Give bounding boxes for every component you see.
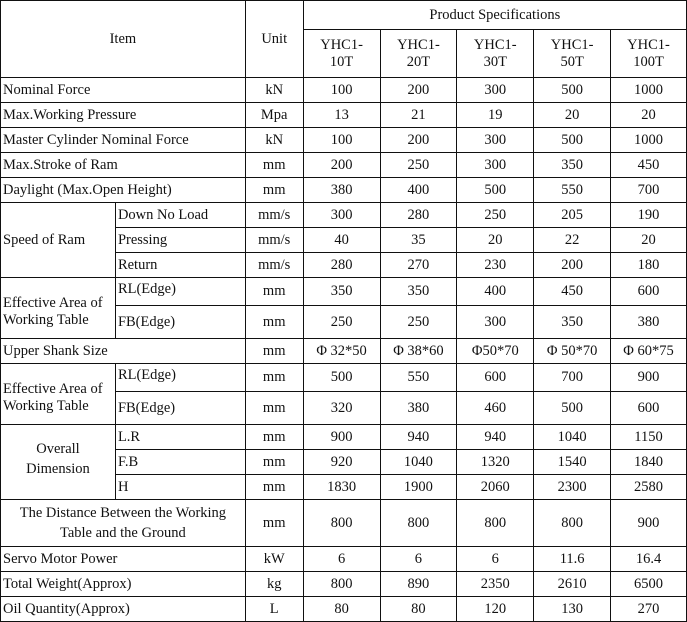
table-cell: 250 xyxy=(303,306,380,339)
sub-label: H xyxy=(115,475,245,500)
table-row xyxy=(1,153,687,178)
table-cell: 2580 xyxy=(611,475,687,500)
table-cell: 1830 xyxy=(303,475,380,500)
table-cell: 300 xyxy=(457,128,534,153)
table-cell: 500 xyxy=(457,178,534,203)
row-unit: mm/s xyxy=(245,228,303,253)
table-cell: 19 xyxy=(457,103,534,128)
table-cell: 20 xyxy=(611,103,687,128)
table-cell: 180 xyxy=(611,253,687,278)
table-cell: 130 xyxy=(534,597,611,622)
row-label: Oil Quantity(Approx) xyxy=(1,597,246,622)
table-cell: 500 xyxy=(303,364,380,392)
table-cell: 16.4 xyxy=(611,547,687,572)
table-cell: 20 xyxy=(534,103,611,128)
sub-label: RL(Edge) xyxy=(115,278,245,306)
table-cell: Φ 50*70 xyxy=(534,339,611,364)
table-cell: 900 xyxy=(611,500,687,547)
table-cell: 320 xyxy=(303,392,380,425)
row-unit: mm xyxy=(245,475,303,500)
table-cell: 1900 xyxy=(380,475,457,500)
row-unit: mm xyxy=(245,339,303,364)
table-cell: 200 xyxy=(534,253,611,278)
table-cell: 11.6 xyxy=(534,547,611,572)
row-label: Daylight (Max.Open Height) xyxy=(1,178,246,203)
table-cell: 100 xyxy=(303,78,380,103)
model-header: YHC1- 10T xyxy=(303,30,380,78)
table-cell: 22 xyxy=(534,228,611,253)
table-cell: 460 xyxy=(457,392,534,425)
table-cell: 190 xyxy=(611,203,687,228)
sub-label: Pressing xyxy=(115,228,245,253)
row-unit: mm xyxy=(245,364,303,392)
table-cell: 270 xyxy=(380,253,457,278)
table-cell: 200 xyxy=(380,128,457,153)
table-cell: 6 xyxy=(303,547,380,572)
table-cell: 2300 xyxy=(534,475,611,500)
table-cell: 35 xyxy=(380,228,457,253)
table-cell: 800 xyxy=(457,500,534,547)
table-cell: 80 xyxy=(303,597,380,622)
model-header: YHC1- 100T xyxy=(611,30,687,78)
table-cell: 6500 xyxy=(611,572,687,597)
table-cell: 40 xyxy=(303,228,380,253)
table-cell: 20 xyxy=(457,228,534,253)
table-cell: 250 xyxy=(380,153,457,178)
table-cell: 80 xyxy=(380,597,457,622)
table-cell: 450 xyxy=(534,278,611,306)
table-cell: Φ 38*60 xyxy=(380,339,457,364)
table-cell: 800 xyxy=(303,572,380,597)
table-cell: 550 xyxy=(380,364,457,392)
table-cell: 350 xyxy=(303,278,380,306)
table-cell: 380 xyxy=(303,178,380,203)
table-cell: 2060 xyxy=(457,475,534,500)
table-cell: 890 xyxy=(380,572,457,597)
table-cell: 300 xyxy=(457,306,534,339)
table-cell: 100 xyxy=(303,128,380,153)
header-unit: Unit xyxy=(245,1,303,78)
table-cell: 1040 xyxy=(534,425,611,450)
row-unit: Mpa xyxy=(245,103,303,128)
table-cell: 300 xyxy=(457,78,534,103)
table-cell: 700 xyxy=(534,364,611,392)
sub-label: FB(Edge) xyxy=(115,306,245,339)
table-cell: 200 xyxy=(380,78,457,103)
group-label-effective-area: Effective Area of Working Table xyxy=(1,364,116,425)
table-cell: 800 xyxy=(380,500,457,547)
table-row xyxy=(1,547,687,572)
table-row xyxy=(1,364,687,392)
table-cell: 700 xyxy=(611,178,687,203)
table-cell: 280 xyxy=(303,253,380,278)
row-unit: mm xyxy=(245,392,303,425)
row-label: Max.Stroke of Ram xyxy=(1,153,246,178)
table-row xyxy=(1,128,687,153)
table-cell: 450 xyxy=(611,153,687,178)
header-product-specs: Product Specifications xyxy=(303,1,686,30)
table-cell: 230 xyxy=(457,253,534,278)
table-cell: 270 xyxy=(611,597,687,622)
table-cell: 13 xyxy=(303,103,380,128)
table-row xyxy=(1,425,687,450)
row-unit: mm/s xyxy=(245,253,303,278)
row-unit: mm xyxy=(245,153,303,178)
row-unit: mm xyxy=(245,500,303,547)
table-cell: 280 xyxy=(380,203,457,228)
row-unit: mm xyxy=(245,306,303,339)
row-label: Nominal Force xyxy=(1,78,246,103)
table-cell: 200 xyxy=(303,153,380,178)
table-cell: 2610 xyxy=(534,572,611,597)
group-label-overall-dimension: Overall Dimension xyxy=(1,425,116,500)
row-unit: mm/s xyxy=(245,203,303,228)
row-unit: mm xyxy=(245,178,303,203)
sub-label: FB(Edge) xyxy=(115,392,245,425)
table-row xyxy=(1,572,687,597)
table-cell: 380 xyxy=(611,306,687,339)
table-cell: 920 xyxy=(303,450,380,475)
table-cell: 250 xyxy=(457,203,534,228)
table-row xyxy=(1,339,687,364)
table-cell: 300 xyxy=(457,153,534,178)
table-cell: 120 xyxy=(457,597,534,622)
table-cell: 550 xyxy=(534,178,611,203)
table-cell: 205 xyxy=(534,203,611,228)
table-cell: 600 xyxy=(457,364,534,392)
table-cell: 6 xyxy=(457,547,534,572)
table-cell: 800 xyxy=(534,500,611,547)
row-label: Upper Shank Size xyxy=(1,339,246,364)
table-cell: 600 xyxy=(611,392,687,425)
row-unit: kW xyxy=(245,547,303,572)
table-cell: 500 xyxy=(534,78,611,103)
row-unit: kg xyxy=(245,572,303,597)
row-label: Max.Working Pressure xyxy=(1,103,246,128)
table-cell: 940 xyxy=(457,425,534,450)
row-label: Total Weight(Approx) xyxy=(1,572,246,597)
table-cell: 1000 xyxy=(611,78,687,103)
table-cell: Φ 60*75 xyxy=(611,339,687,364)
row-unit: kN xyxy=(245,78,303,103)
table-cell: 2350 xyxy=(457,572,534,597)
table-cell: 250 xyxy=(380,306,457,339)
table-row xyxy=(1,597,687,622)
table-cell: 1540 xyxy=(534,450,611,475)
table-cell: 900 xyxy=(611,364,687,392)
table-cell: 1150 xyxy=(611,425,687,450)
sub-label: Return xyxy=(115,253,245,278)
table-cell: 380 xyxy=(380,392,457,425)
row-unit: L xyxy=(245,597,303,622)
row-unit: mm xyxy=(245,450,303,475)
group-label-effective-area: Effective Area of Working Table xyxy=(1,278,116,339)
model-header: YHC1- 20T xyxy=(380,30,457,78)
table-row xyxy=(1,203,687,228)
table-cell: 1000 xyxy=(611,128,687,153)
table-cell: 800 xyxy=(303,500,380,547)
table-cell: Φ 32*50 xyxy=(303,339,380,364)
table-cell: 900 xyxy=(303,425,380,450)
table-cell: 500 xyxy=(534,392,611,425)
row-unit: mm xyxy=(245,278,303,306)
row-unit: kN xyxy=(245,128,303,153)
table-cell: Φ50*70 xyxy=(457,339,534,364)
table-cell: 20 xyxy=(611,228,687,253)
sub-label: Down No Load xyxy=(115,203,245,228)
table-cell: 400 xyxy=(457,278,534,306)
table-cell: 350 xyxy=(534,306,611,339)
table-row xyxy=(1,178,687,203)
table-cell: 350 xyxy=(534,153,611,178)
model-header: YHC1- 50T xyxy=(534,30,611,78)
row-unit: mm xyxy=(245,425,303,450)
table-cell: 21 xyxy=(380,103,457,128)
table-row xyxy=(1,500,687,547)
table-cell: 500 xyxy=(534,128,611,153)
table-cell: 1320 xyxy=(457,450,534,475)
model-header: YHC1- 30T xyxy=(457,30,534,78)
row-label: Servo Motor Power xyxy=(1,547,246,572)
table-row xyxy=(1,103,687,128)
row-label: Master Cylinder Nominal Force xyxy=(1,128,246,153)
table-cell: 350 xyxy=(380,278,457,306)
table-cell: 1840 xyxy=(611,450,687,475)
header-item: Item xyxy=(1,1,246,78)
table-cell: 1040 xyxy=(380,450,457,475)
table-row xyxy=(1,78,687,103)
table-cell: 6 xyxy=(380,547,457,572)
table-cell: 600 xyxy=(611,278,687,306)
table-cell: 300 xyxy=(303,203,380,228)
group-label-speed-of-ram: Speed of Ram xyxy=(1,203,116,278)
row-label: The Distance Between the Working Table and the Ground xyxy=(1,500,246,547)
sub-label: L.R xyxy=(115,425,245,450)
sub-label: RL(Edge) xyxy=(115,364,245,392)
table-cell: 940 xyxy=(380,425,457,450)
sub-label: F.B xyxy=(115,450,245,475)
table-row xyxy=(1,278,687,306)
table-cell: 400 xyxy=(380,178,457,203)
